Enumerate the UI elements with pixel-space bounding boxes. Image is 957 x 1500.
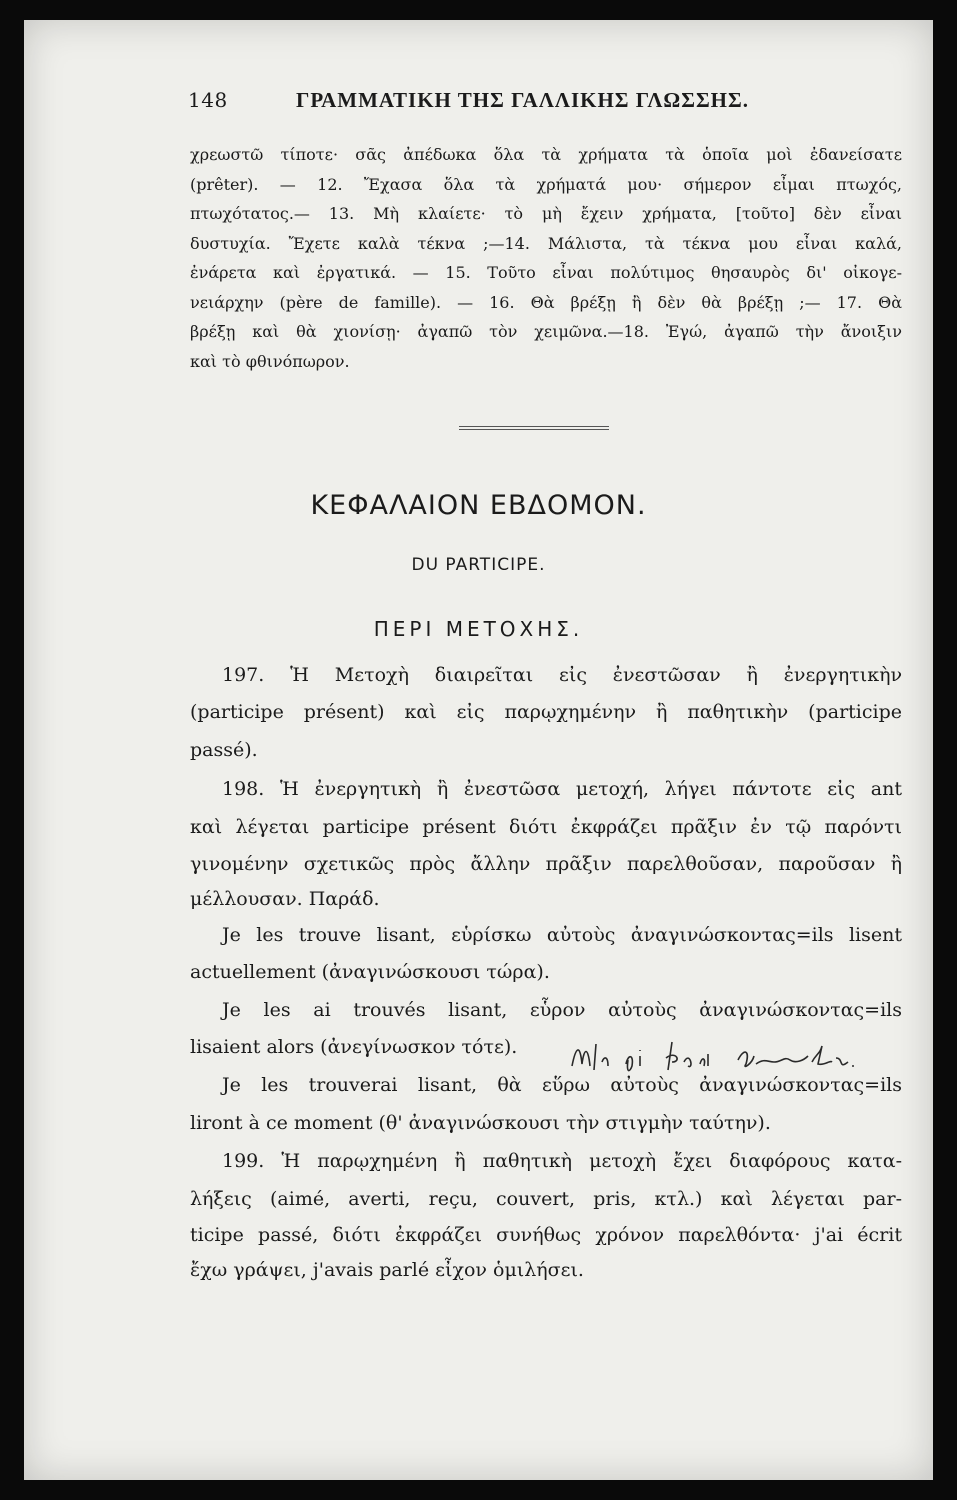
paragraph-198-line: μέλλουσαν. Παράδ. — [190, 888, 380, 910]
page-header — [188, 88, 808, 122]
chapter-title: ΚΕΦΑΛΑΙΟΝ ΕΒΔΟΜΟΝ. — [310, 490, 647, 521]
exercise-line: δυστυχία. Ἔχετε καλὰ τέκνα ;—14. Μάλιστα, τὰ τέκνα μου εἶναι καλά, — [190, 233, 902, 253]
exercise-line: νειάρχην (père de famille). — 16. Θὰ βρέξῃ ἢ δὲν θὰ βρέξῃ ;— 17. Θὰ — [190, 292, 902, 312]
exercise-line: ἐνάρετα καὶ ἐργατικά. — 15. Τοῦτο εἶναι πολύτιμος θησαυρὸς δι' οἰκογε- — [190, 263, 902, 282]
paragraph-197-line: passé). — [190, 739, 258, 761]
page-number: 148 — [188, 88, 228, 112]
paragraph-199-line: ticipe passé, διότι ἐκφράζει συνήθως χρόνον παρελθόντα· j'ai écrit — [190, 1224, 902, 1246]
section-divider — [459, 426, 609, 432]
paragraph-197-line: 197. Ἡ Μετοχὴ διαιρεῖται εἰς ἐνεστῶσαν ἢ ἐνεργητικὴν — [222, 664, 902, 686]
exercise-text — [190, 140, 902, 376]
example-line: liront à ce moment (θ' ἀναγινώσκουσι τὴν στιγμὴν ταύτην). — [190, 1112, 771, 1134]
running-title: ΓΡΑΜΜΑΤΙΚΗ ΤΗΣ ΓΑΛΛΙΚΗΣ ΓΛΩΣΣΗΣ. — [296, 88, 749, 112]
paragraph-198-line: 198. Ἡ ἐνεργητικὴ ἢ ἐνεστῶσα μετοχή, λήγει πάντοτε εἰς ant — [222, 778, 902, 800]
example-line: Je les ai trouvés lisant, εὗρον αὐτοὺς ἀναγινώσκοντας=ils — [222, 999, 902, 1021]
example-line: actuellement (ἀναγινώσκουσι τώρα). — [190, 961, 550, 983]
exercise-line: χρεωστῶ τίποτε· σᾶς ἀπέδωκα ὅλα τὰ χρήματα τὰ ὁποῖα μοὶ ἐδανείσατε — [190, 145, 902, 164]
paragraph-199-line: λήξεις (aimé, averti, reçu, couvert, pris, κτλ.) καὶ λέγεται par- — [190, 1188, 902, 1210]
paragraph-198-line: καὶ λέγεται participe présent διότι ἐκφράζει πρᾶξιν ἐν τῷ παρόντι — [190, 816, 902, 838]
exercise-line: πτωχότατος.— 13. Μὴ κλαίετε· τὸ μὴ ἔχειν χρήματα, [τοῦτο] δὲν εἶναι — [190, 204, 902, 223]
paragraph-199-line: 199. Ἡ παρῳχημένη ἢ παθητικὴ μετοχὴ ἔχει διαφόρους κατα- — [222, 1150, 902, 1172]
book-page — [24, 20, 933, 1480]
example-line: lisaient alors (ἀνεγίνωσκον τότε). — [190, 1036, 518, 1058]
paragraph-198-line: γινομένην σχετικῶς πρὸς ἄλλην πρᾶξιν παρελθοῦσαν, παροῦσαν ἢ — [190, 853, 902, 875]
exercise-line: καὶ τὸ φθινόπωρον. — [190, 351, 350, 371]
exercise-line: (prêter). — 12. Ἔχασα ὅλα τὰ χρήματά μου· σήμερον εἶμαι πτωχός, — [190, 174, 902, 194]
chapter-subtitle-french: DU PARTICIPE. — [411, 555, 546, 575]
handwritten-annotation — [568, 1036, 908, 1076]
chapter-subtitle-greek: ΠΕΡΙ ΜΕΤΟΧΗΣ. — [373, 617, 584, 641]
exercise-line: βρέξῃ καὶ θὰ χιονίσῃ· ἀγαπῶ τὸν χειμῶνα.—18. Ἐγώ, ἀγαπῶ τὴν ἄνοιξιν — [190, 322, 902, 341]
paragraph-199-line: ἔχω γράψει, j'avais parlé εἶχον ὁμιλήσει. — [190, 1259, 584, 1281]
example-line: Je les trouverai lisant, θὰ εὕρω αὐτοὺς ἀναγινώσκοντας=ils — [222, 1074, 902, 1096]
example-line: Je les trouve lisant, εὑρίσκω αὐτοὺς ἀναγινώσκοντας=ils lisent — [222, 924, 902, 946]
paragraph-197-line: (participe présent) καὶ εἰς παρῳχημένην ἢ παθητικὴν (participe — [190, 701, 902, 723]
